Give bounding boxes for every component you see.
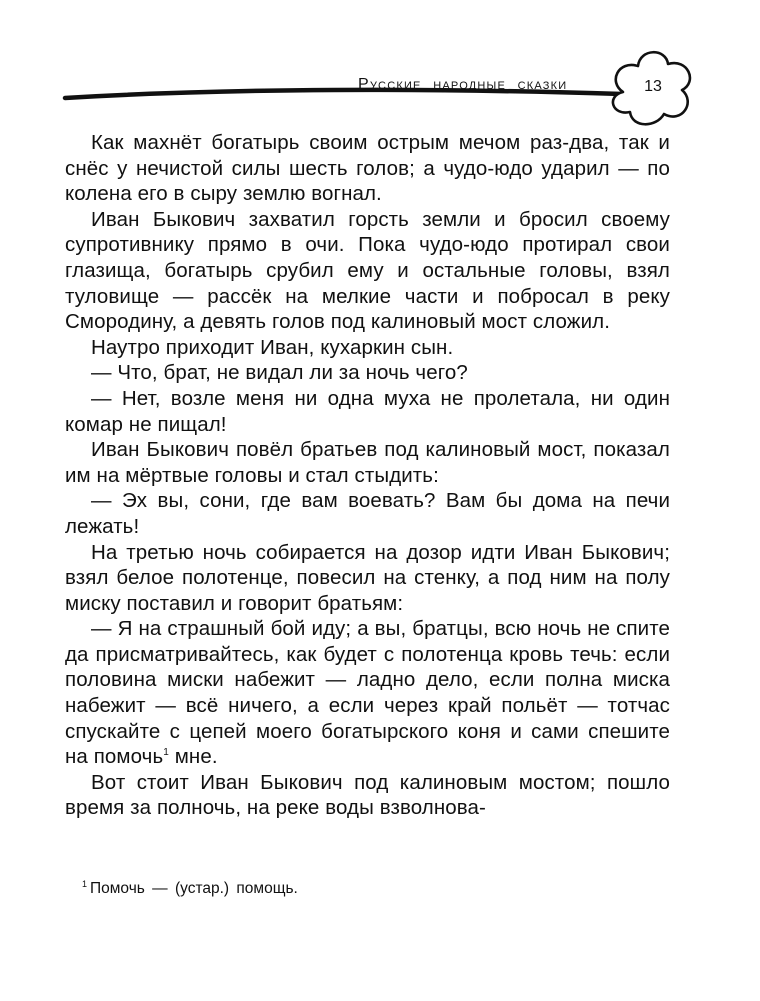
footnote — [82, 880, 298, 898]
paragraph: — Что, брат, не видал ли за ночь чего? — [91, 361, 468, 385]
footnote-text: Помочь — (устар.) помощь. — [90, 880, 298, 897]
main-text — [65, 130, 670, 821]
paragraph-text-tail: мне. — [168, 745, 218, 769]
paragraph: Иван Быкович захватил горсть земли и бросил своему супротивнику прямо в очи. Пока чудо-юдо протирал свои глазища, богатырь срубил ему и остальные головы, взял туловище — рассёк на мелкие части и побросал в реку Смородину, а девять голов под калиновый мост сложил. — [65, 207, 670, 334]
footnote-reference: 1 — [163, 747, 169, 759]
paragraph: На третью ночь собирается на дозор идти Иван Быкович; взял белое полотенце, повесил на стенку, а под ним на полу миску поставил и говорит братьям: — [65, 540, 670, 615]
paragraph: Иван Быкович повёл братьев под калиновый мост, показал им на мёртвые головы и стал стыдить: — [65, 438, 670, 487]
page-number: 13 — [644, 78, 662, 95]
paragraph: — Эх вы, сони, где вам воевать? Вам бы дома на печи лежать! — [65, 489, 670, 538]
footnote-mark: 1 — [82, 879, 88, 889]
paragraph-with-note — [65, 616, 670, 770]
running-title: Русские народные сказки — [358, 76, 568, 93]
paragraph: Как махнёт богатырь своим острым мечом раз-два, так и снёс у нечистой силы шесть голов; а чудо-юдо ударил — по колена его в сыру землю вогнал. — [65, 131, 670, 206]
paragraph: Вот стоит Иван Быкович под калиновым мостом; пошло время за полночь, на реке воды взволнова- — [65, 770, 670, 820]
paragraph: — Нет, возле меня ни одна муха не пролетала, ни один комар не пищал! — [65, 386, 670, 436]
paragraph: Наутро приходит Иван, кухаркин сын. — [91, 335, 454, 359]
paragraph-text: — Я на страшный бой иду; а вы, братцы, всю ночь не спите да присматривайтесь, как будет с полотенца кровь течь: если половина миски набежит — ладно дело, если полна миска набежит — всё ничего, а если через край польёт — тотчас спускайте с цепей моего богатырского коня и сами спешите на помочь — [65, 617, 670, 769]
